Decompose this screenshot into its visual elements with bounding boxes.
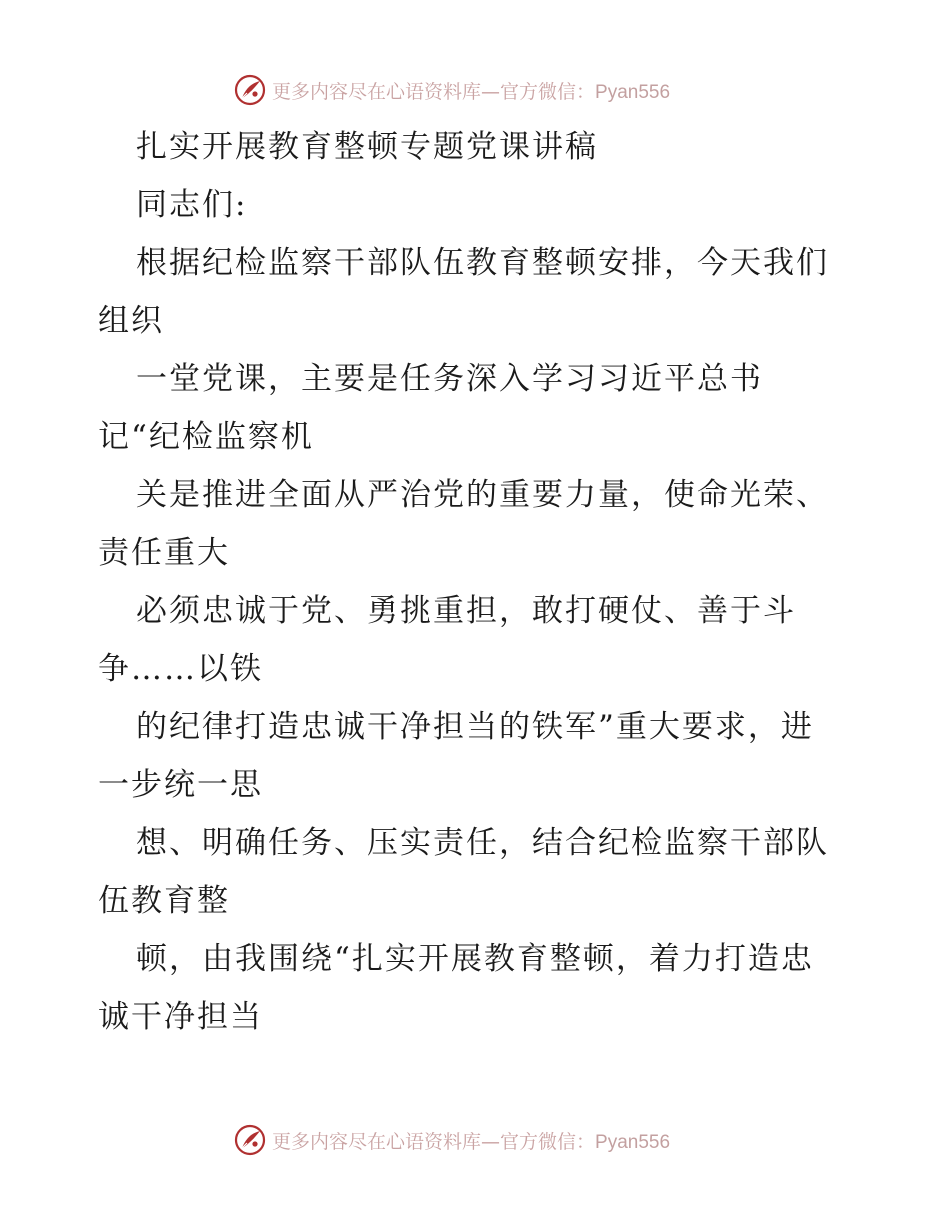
watermark-title: 更多内容尽在心语资料库 xyxy=(272,1130,482,1153)
paragraph-line: 想、明确任务、压实责任，结合纪检监察干部队 xyxy=(136,825,829,861)
document-title: 扎实开展教育整顿专题党课讲稿 xyxy=(136,129,598,165)
paragraph-line: 组织 xyxy=(98,303,164,339)
paragraph-line: 伍教育整 xyxy=(98,883,230,919)
feather-quill-logo-icon xyxy=(234,1124,266,1156)
watermark-title: 更多内容尽在心语资料库 xyxy=(272,80,482,103)
watermark-banner-bottom xyxy=(234,1122,670,1158)
paragraph-line: 责任重大 xyxy=(98,535,230,571)
paragraph-line: 争……以铁 xyxy=(98,651,263,687)
paragraph-line: 一步统一思 xyxy=(98,767,263,803)
paragraph-line: 诚干净担当 xyxy=(98,999,263,1035)
feather-quill-logo-icon xyxy=(234,74,266,106)
watermark-wechat-label: 官方微信： xyxy=(500,80,596,103)
watermark-dash: — xyxy=(481,1130,501,1153)
watermark-wechat-id: Pyan556 xyxy=(595,1131,671,1153)
watermark-wechat-label: 官方微信： xyxy=(500,1130,596,1153)
paragraph-line: 关是推进全面从严治党的重要力量，使命光荣、 xyxy=(136,477,829,513)
watermark-banner-top xyxy=(234,72,670,108)
watermark-text xyxy=(272,1127,670,1154)
watermark-wechat-id: Pyan556 xyxy=(595,81,671,103)
document-body xyxy=(98,118,858,1046)
paragraph-line: 记“纪检监察机 xyxy=(98,419,314,455)
paragraph-line: 顿，由我围绕“扎实开展教育整顿，着力打造忠 xyxy=(136,941,814,977)
watermark-text xyxy=(272,77,670,104)
watermark-dash: — xyxy=(481,80,501,103)
salutation: 同志们: xyxy=(136,187,248,223)
paragraph-line: 根据纪检监察干部队伍教育整顿安排，今天我们 xyxy=(136,245,829,281)
paragraph-line: 必须忠诚于党、勇挑重担，敢打硬仗、善于斗 xyxy=(136,593,796,629)
paragraph-line: 一堂党课，主要是任务深入学习习近平总书 xyxy=(136,361,763,397)
paragraph-line: 的纪律打造忠诚干净担当的铁军”重大要求，进 xyxy=(136,709,814,745)
